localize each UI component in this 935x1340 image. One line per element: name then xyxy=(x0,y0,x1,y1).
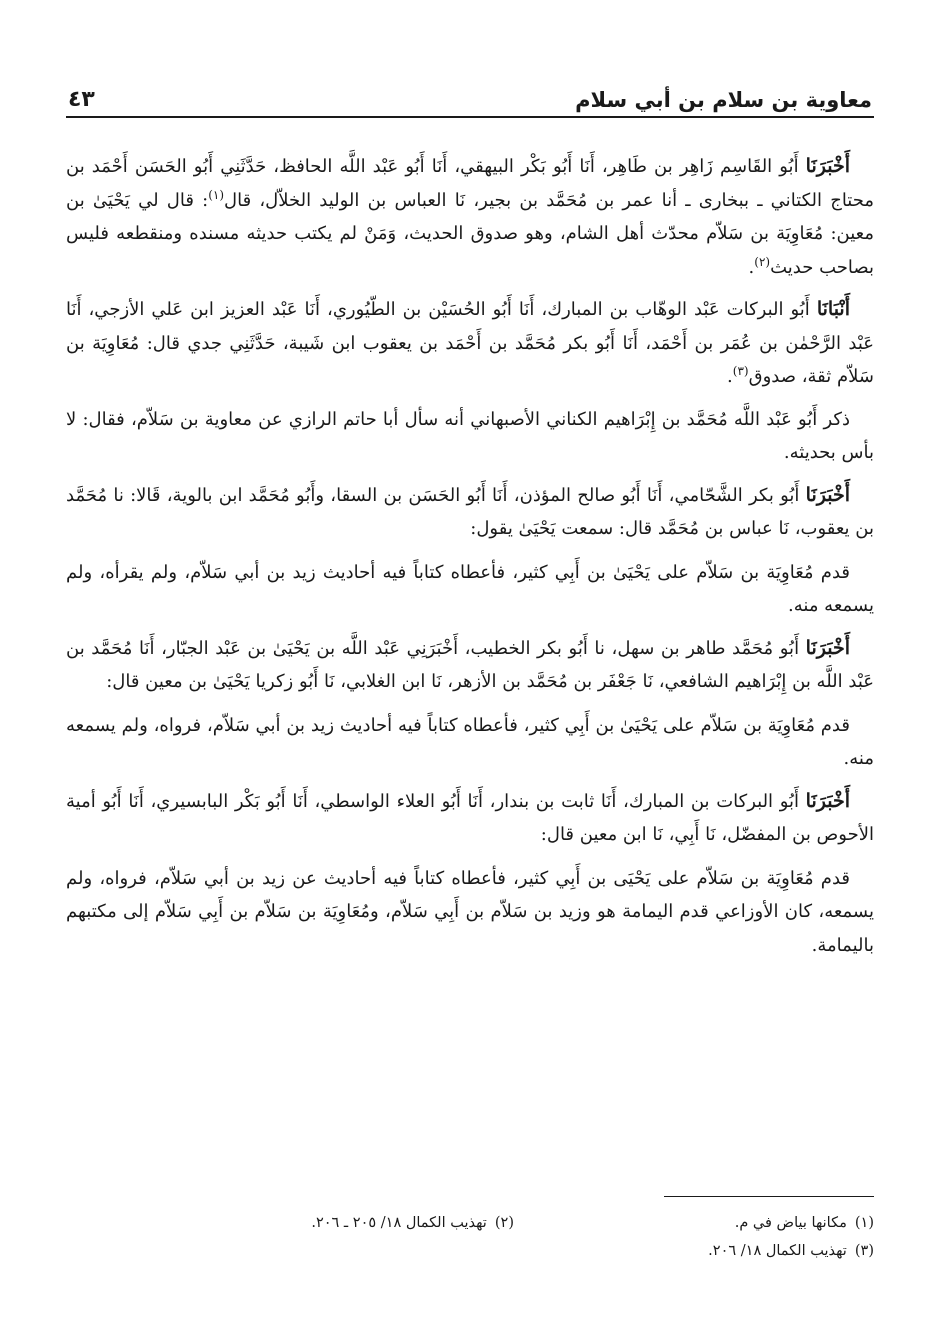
paragraph-text: أَبُو البركات عَبْد الوهّاب بن المبارك، أَنَا أَبُو الحُسَيْن بن الطّيُوري، أَنَا عَبْد العزيز ابن عَلي الأزجي، أَنَا عَبْد الرَّحْمٰن بن عُمَر بن أَحْمَد، أَنَا أَبُو بكر مُحَمَّد بن أَحْمَد بن يعقوب ابن شَيبة، حَدَّثَنِي جدي قال: مُعَاوِيَة بن سَلاّم ثقة، صدوق xyxy=(66,299,874,387)
footnotes xyxy=(66,1196,874,1265)
paragraph-8 xyxy=(66,783,874,859)
paragraph-text: أَبُو القَاسِم زَاهِر بن طَاهِر، أَنَا أَبُو بَكْر البيهقي، أَنَا أَبُو عَبْد اللَّه الحافظ، حَدَّثَنِي أَبُو الحَسَن أَحْمَد بن محتاج الكتاني ـ ببخارى ـ أنا عمر بن مُحَمَّد بن بجير، نَا العباس بن الوليد الخلاّل، قال xyxy=(66,156,874,211)
paragraph-2 xyxy=(66,291,874,401)
body-text xyxy=(66,148,874,969)
paragraph-text: أَبُو البركات بن المبارك، أَنَا ثابت بن بندار، أَنَا أَبُو العلاء الواسطي، أَنَا أَبُو بَكْر البابسيري، أَنَا أَبُو أمية الأحوص بن المفضّل، نَا أَبِي، نَا ابن معين قال: xyxy=(66,790,874,845)
footnote-divider xyxy=(664,1196,874,1197)
footnote-number: (٢) xyxy=(494,1215,514,1231)
footnote-text: مكانها بياض في م. xyxy=(734,1215,847,1231)
footnote-text: تهذيب الكمال ١٨/ ٢٠٦. xyxy=(708,1243,847,1259)
footnote-3 xyxy=(534,1237,874,1265)
paragraph-4 xyxy=(66,477,874,553)
paragraph-text: : قال لي يَحْيَىٰ بن معين: مُعَاوِيَة بن سَلاّم محدّث أهل الشام، وهو صدوق الحديث، وَمَنْ لم يكتب حديثه مسنده ومنقطعه فليس بصاحب حديث xyxy=(66,189,874,278)
footnote-2 xyxy=(174,1209,514,1237)
footnote-1 xyxy=(534,1209,874,1237)
isnad-keyword: أَخْبَرَنَا xyxy=(805,155,850,177)
paragraph-6 xyxy=(66,630,874,706)
footnote-number: (٣) xyxy=(854,1243,874,1259)
book-page xyxy=(66,78,874,1318)
isnad-keyword: أَنْبَانَا xyxy=(816,298,850,320)
paragraph-text: أَبُو بكر الشَّحّامي، أَنَا أَبُو صالح المؤذن، أَنَا أَبُو الحَسَن بن السقا، وأَبُو مُحَمَّد ابن بالوية، قَالا: نا مُحَمَّد بن يعقوب، نَا عباس بن مُحَمَّد قال: سمعت يَحْيَىٰ يقول: xyxy=(66,484,874,539)
paragraph-3 xyxy=(66,401,874,477)
paragraph-text: قدم مُعَاوِيَة بن سَلاّم على يَحْيَىٰ بن أَبِي كثير، فأعطاه كتاباً فيه أحاديث زيد بن أبي سَلاّم، فرواه، ولم يسمعه منه. xyxy=(66,714,874,769)
paragraph-1 xyxy=(66,148,874,291)
footnote-row xyxy=(66,1237,874,1265)
paragraph-5 xyxy=(66,553,874,630)
isnad-keyword: أَخْبَرَنَا xyxy=(805,483,850,506)
paragraph-7 xyxy=(66,706,874,783)
footnote-ref-1[interactable]: (١) xyxy=(208,187,225,202)
footnote-text: تهذيب الكمال ١٨/ ٢٠٥ ـ ٢٠٦. xyxy=(311,1215,487,1231)
page-number: ٤٣ xyxy=(68,87,95,112)
paragraph-text: ذكر أَبُو عَبْد اللَّه مُحَمَّد بن إِبْرَاهيم الكناني الأصبهاني أنه سأل أبا حاتم الرازي عن معاوية بن سَلاّم، فقال: لا بأس بحديثه. xyxy=(66,408,874,463)
paragraph-text: أَبُو مُحَمَّد طاهر بن سهل، نا أَبُو بكر الخطيب، أَخْبَرَنِي عَبْد اللَّه بن يَحْيَىٰ بن عَبْد الجبّار، أَنَا مُحَمَّد بن عَبْد اللَّه بن إِبْرَاهيم الشافعي، نَا جَعْفَر بن مُحَمَّد بن الأزهر، نَا ابن الغلابي، نَا أَبُو زكريا يَحْيَىٰ بن معين قال: xyxy=(66,637,874,692)
footnote-ref-2[interactable]: (٢) xyxy=(754,254,771,269)
paragraph-text: قدم مُعَاوِيَة بن سَلاّم على يَحْيَىٰ بن أَبِي كثير، فأعطاه كتاباً فيه أحاديث زيد بن أبي سَلاّم، ولم يقرأه، ولم يسمعه منه. xyxy=(66,561,874,616)
running-title: معاوية بن سلام بن أبي سلام xyxy=(575,88,872,112)
isnad-keyword: أَخْبَرَنَا xyxy=(805,636,850,659)
paragraph-text: قدم مُعَاوِيَة بن سَلاّم على يَحْيَى بن أَبِي كثير، فأعطاه كتاباً فيه أحاديث عن زيد بن أبي سَلاّم، فرواه، ولم يسمعه، كان الأوزاعي قدم اليمامة هو وزيد بن سَلاّم بن أَبِي سَلاّم، ومُعَاوِيَة بن سَلاّم بن أَبِي سَلاّم إلى مكتبهم باليمامة. xyxy=(66,867,874,956)
paragraph-9 xyxy=(66,859,874,970)
paragraph-text: . xyxy=(727,366,733,387)
footnote-ref-3[interactable]: (٣) xyxy=(732,364,749,378)
footnote-row xyxy=(66,1209,874,1237)
footnote-number: (١) xyxy=(854,1215,874,1231)
running-head xyxy=(66,78,874,118)
isnad-keyword: أَخْبَرَنَا xyxy=(805,789,850,812)
paragraph-text: . xyxy=(748,256,755,278)
